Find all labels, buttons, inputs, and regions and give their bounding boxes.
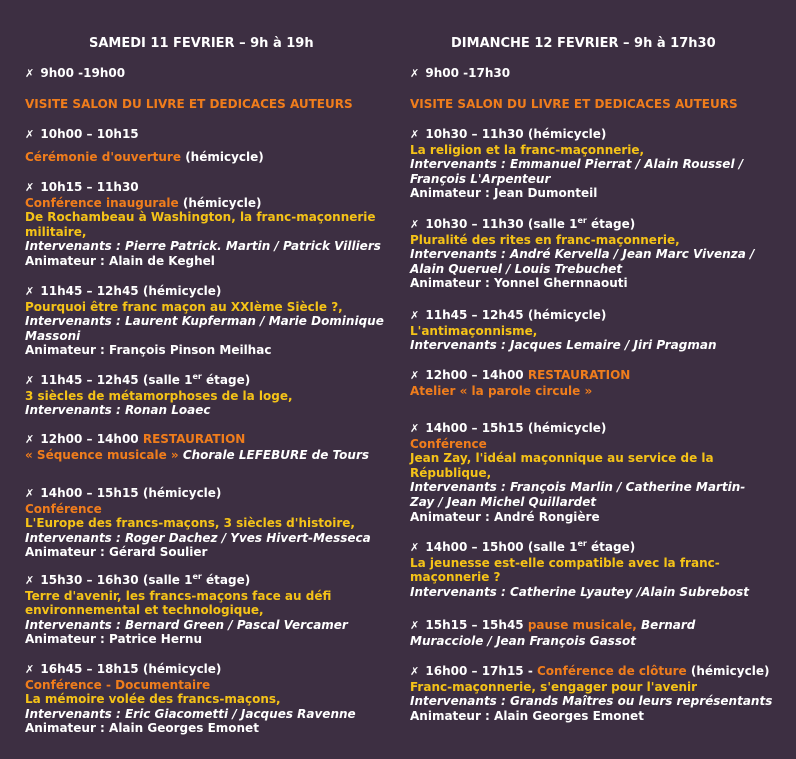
cross-mark-icon: ✗ xyxy=(410,67,420,80)
schedule-item: ✗ 11h45 – 12h45 (hémicycle) Pourquoi être franc maçon au XXIème Siècle ?, Intervenants : Laurent Kupferman / Marie Dominique Massoni Animateur : François Pinson Meilhac xyxy=(25,284,384,358)
cross-mark-icon: ✗ xyxy=(25,663,35,676)
cross-mark-icon: ✗ xyxy=(410,218,420,231)
schedule-item: ✗ 12h00 – 14h00 RESTAURATION « Séquence musicale » Chorale LEFEBURE de Tours xyxy=(25,432,370,462)
schedule-item: VISITE SALON DU LIVRE ET DEDICACES AUTEURS xyxy=(25,97,353,111)
schedule-item: ✗ 16h45 – 18h15 (hémicycle) Conférence - Documentaire La mémoire volée des francs-maçons, Intervenants : Eric Giacometti / Jacques Ravenne Animateur : Alain Georges Emonet xyxy=(25,662,356,736)
schedule-item: ✗ 10h30 – 11h30 (hémicycle) La religion et la franc-maçonnerie, Intervenants : Emmanuel Pierrat / Alain Roussel / François L'Arpenteur Animateur : Jean Dumonteil xyxy=(410,127,744,201)
schedule-item: ✗ 14h00 – 15h00 (salle 1er étage) La jeunesse est-elle compatible avec la franc- maçonnerie ? Intervenants : Catherine Lyautey /Alain Subrebost xyxy=(410,539,749,599)
schedule-item: ✗ 11h45 – 12h45 (salle 1er étage) 3 siècles de métamorphoses de la loge, Intervenants : Ronan Loaec xyxy=(25,372,293,418)
schedule-item: VISITE SALON DU LIVRE ET DEDICACES AUTEURS xyxy=(410,97,738,111)
cross-mark-icon: ✗ xyxy=(25,67,35,80)
schedule-item: ✗ 12h00 – 14h00 RESTAURATION Atelier « la parole circule » xyxy=(410,368,631,398)
cross-mark-icon: ✗ xyxy=(25,433,35,446)
cross-mark-icon: ✗ xyxy=(25,285,35,298)
sunday-header: DIMANCHE 12 FEVRIER – 9h à 17h30 xyxy=(451,36,716,51)
cross-mark-icon: ✗ xyxy=(410,665,420,678)
saturday-header: SAMEDI 11 FEVRIER – 9h à 19h xyxy=(89,36,314,51)
cross-mark-icon: ✗ xyxy=(410,541,420,554)
cross-mark-icon: ✗ xyxy=(410,619,420,632)
cross-mark-icon: ✗ xyxy=(410,128,420,141)
cross-mark-icon: ✗ xyxy=(25,487,35,500)
schedule-item: ✗ 9h00 -19h00 xyxy=(25,66,126,80)
cross-mark-icon: ✗ xyxy=(410,309,420,322)
schedule-item: Cérémonie d'ouverture (hémicycle) xyxy=(25,150,264,164)
cross-mark-icon: ✗ xyxy=(25,374,35,387)
cross-mark-icon: ✗ xyxy=(410,369,420,382)
schedule-item: ✗ 15h30 – 16h30 (salle 1er étage) Terre d'avenir, les francs-maçons face au défi environnemental et technologique, Intervenants : Bernard Green / Pascal Vercamer Animateur : Patrice Hernu xyxy=(25,572,348,647)
schedule-item: ✗ 11h45 – 12h45 (hémicycle) L'antimaçonnisme, Intervenants : Jacques Lemaire / Jiri Pragman xyxy=(410,308,717,353)
schedule-item: ✗ 16h00 – 17h15 - Conférence de clôture (hémicycle) Franc-maçonnerie, s'engager pour l'avenir Intervenants : Grands Maîtres ou leurs représentants Animateur : Alain Georges Emonet xyxy=(410,664,773,723)
schedule-item: ✗ 10h00 – 10h15 xyxy=(25,127,139,141)
schedule-item: ✗ 10h15 – 11h30 Conférence inaugurale (hémicycle) De Rochambeau à Washington, la franc-maçonnerie militaire, Intervenants : Pierre Patrick. Martin / Patrick Villiers Animateur : Alain de Keghel xyxy=(25,180,381,268)
schedule-item: ✗ 14h00 – 15h15 (hémicycle) Conférence L'Europe des francs-maçons, 3 siècles d'histoire, Intervenants : Roger Dachez / Yves Hivert-Messeca Animateur : Gérard Soulier xyxy=(25,486,371,560)
cross-mark-icon: ✗ xyxy=(25,128,35,141)
schedule-item: ✗ 15h15 – 15h45 pause musicale, Bernard Muracciole / Jean François Gassot xyxy=(410,618,696,648)
cross-mark-icon: ✗ xyxy=(25,574,35,587)
cross-mark-icon: ✗ xyxy=(25,181,35,194)
schedule-item: ✗ 14h00 – 15h15 (hémicycle) Conférence Jean Zay, l'idéal maçonnique au service de la République, Intervenants : François Marlin / Catherine Martin- Zay / Jean Michel Quillardet Animateur : André Rongière xyxy=(410,421,746,524)
schedule-item: ✗ 10h30 – 11h30 (salle 1er étage) Pluralité des rites en franc-maçonnerie, Intervenants : André Kervella / Jean Marc Vivenza / Alain Queruel / Louis Trebuchet Animateur : Yonnel Ghernnaouti xyxy=(410,216,755,291)
schedule-item: ✗ 9h00 -17h30 xyxy=(410,66,511,80)
cross-mark-icon: ✗ xyxy=(410,422,420,435)
